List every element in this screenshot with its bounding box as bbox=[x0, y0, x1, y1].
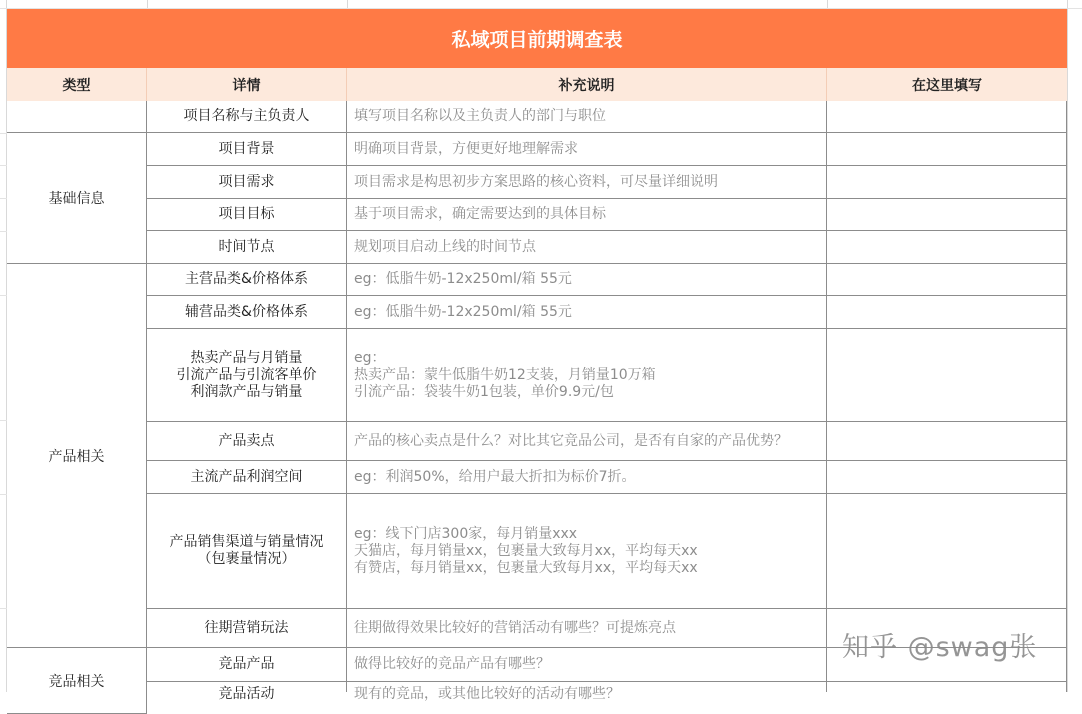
note-line: 热卖产品：蒙牛低脂牛奶12支装，月销量10万箱 bbox=[354, 366, 656, 383]
detail-line: 主营品类&价格体系 bbox=[185, 271, 308, 287]
note-line: 填写项目名称以及主负责人的部门与职位 bbox=[354, 108, 606, 124]
note-line: eg：利润50%，给用户最大折扣为标价7折。 bbox=[354, 468, 636, 485]
note-cell[interactable] bbox=[347, 609, 827, 648]
type-cell-competitor-label: 竞品相关 bbox=[48, 673, 105, 690]
grid-line bbox=[0, 420, 7, 421]
fill-cell[interactable] bbox=[827, 682, 1067, 692]
detail-cell[interactable] bbox=[147, 101, 347, 133]
detail-line: 项目背景 bbox=[218, 140, 275, 157]
detail-cell[interactable] bbox=[147, 166, 347, 199]
fill-cell[interactable] bbox=[827, 199, 1067, 231]
detail-line: 辅营品类&价格体系 bbox=[185, 303, 308, 320]
fill-cell[interactable] bbox=[827, 494, 1067, 609]
detail-cell[interactable] bbox=[147, 682, 347, 702]
detail-cell[interactable] bbox=[147, 133, 347, 166]
detail-cell[interactable] bbox=[147, 264, 347, 296]
grid-line bbox=[0, 608, 7, 609]
type-cell-basic[interactable]: 基础信息 bbox=[7, 133, 147, 264]
detail-line: 项目名称与主负责人 bbox=[183, 108, 310, 124]
note-cell[interactable] bbox=[347, 682, 827, 702]
note-cell[interactable] bbox=[347, 422, 827, 461]
grid-line bbox=[0, 295, 7, 296]
header-detail[interactable]: 详情 bbox=[147, 68, 347, 101]
grid-line bbox=[0, 231, 7, 232]
detail-cell[interactable] bbox=[147, 231, 347, 264]
detail-cell[interactable] bbox=[147, 461, 347, 494]
detail-line: 时间节点 bbox=[218, 238, 275, 255]
note-line: 基于项目需求，确定需要达到的具体目标 bbox=[354, 206, 606, 222]
note-line: 做得比较好的竞品产品有哪些？ bbox=[354, 656, 550, 672]
detail-cell[interactable] bbox=[147, 609, 347, 648]
detail-line: （包裹量情况） bbox=[197, 551, 296, 567]
grid-line bbox=[0, 133, 7, 134]
note-line: 产品的核心卖点是什么？对比其它竞品公司，是否有自家的产品优势？ bbox=[354, 432, 788, 449]
fill-cell[interactable] bbox=[827, 166, 1067, 199]
detail-line: 主流产品利润空间 bbox=[190, 468, 303, 485]
note-cell[interactable] bbox=[347, 166, 827, 199]
fill-cell[interactable] bbox=[827, 133, 1067, 166]
fill-cell[interactable] bbox=[827, 264, 1067, 296]
note-cell[interactable] bbox=[347, 494, 827, 609]
fill-cell[interactable] bbox=[827, 231, 1067, 264]
header-type[interactable]: 类型 bbox=[7, 68, 147, 101]
note-cell[interactable] bbox=[347, 133, 827, 166]
type-cell-competitor[interactable] bbox=[7, 648, 147, 714]
note-cell[interactable] bbox=[347, 231, 827, 264]
note-cell[interactable] bbox=[347, 329, 827, 422]
detail-line: 热卖产品与月销量 bbox=[190, 349, 303, 366]
header-fill[interactable]: 在这里填写 bbox=[827, 68, 1067, 101]
note-cell[interactable] bbox=[347, 648, 827, 682]
note-cell[interactable] bbox=[347, 296, 827, 329]
note-line: eg：低脂牛奶-12x250ml/箱 55元 bbox=[354, 271, 572, 287]
note-cell[interactable] bbox=[347, 461, 827, 494]
note-line: 项目需求是构思初步方案思路的核心资料，可尽量详细说明 bbox=[354, 173, 718, 190]
detail-cell[interactable] bbox=[147, 494, 347, 609]
fill-cell[interactable] bbox=[827, 101, 1067, 133]
grid-line bbox=[1067, 0, 1068, 692]
note-line: 往期做得效果比较好的营销活动有哪些？可提炼亮点 bbox=[354, 619, 676, 636]
type-cell-empty[interactable] bbox=[7, 101, 147, 133]
note-line: 天猫店，每月销量xx，包裹量大致每月xx，平均每天xx bbox=[354, 542, 698, 559]
note-line: 现有的竞品，或其他比较好的活动有哪些？ bbox=[354, 686, 620, 702]
detail-cell[interactable] bbox=[147, 199, 347, 231]
note-line: eg：线下门店300家，每月销量xxx bbox=[354, 525, 578, 542]
detail-cell[interactable] bbox=[147, 296, 347, 329]
note-cell[interactable] bbox=[347, 264, 827, 296]
detail-line: 利润款产品与销量 bbox=[190, 383, 303, 400]
detail-cell[interactable] bbox=[147, 648, 347, 682]
grid-line bbox=[0, 198, 7, 199]
detail-cell[interactable] bbox=[147, 422, 347, 461]
note-cell[interactable] bbox=[347, 199, 827, 231]
detail-line: 产品卖点 bbox=[218, 432, 275, 449]
detail-cell[interactable] bbox=[147, 329, 347, 422]
type-cell-product[interactable]: 产品相关 bbox=[7, 264, 147, 648]
detail-line: 竞品产品 bbox=[218, 656, 275, 672]
fill-cell[interactable] bbox=[827, 422, 1067, 461]
detail-line: 项目目标 bbox=[218, 206, 275, 222]
header-note[interactable]: 补充说明 bbox=[347, 68, 827, 101]
fill-cell[interactable] bbox=[827, 329, 1067, 422]
grid-line bbox=[0, 494, 7, 495]
note-line: eg： bbox=[354, 349, 386, 366]
detail-line: 项目需求 bbox=[218, 173, 275, 190]
note-line: 明确项目背景，方便更好地理解需求 bbox=[354, 140, 578, 157]
fill-cell[interactable] bbox=[827, 461, 1067, 494]
fill-cell[interactable] bbox=[827, 296, 1067, 329]
note-line: 有赞店，每月销量xx，包裹量大致每月xx，平均每天xx bbox=[354, 559, 698, 576]
note-line: 引流产品：袋装牛奶1包装，单价9.9元/包 bbox=[354, 383, 614, 400]
detail-line: 引流产品与引流客单价 bbox=[176, 366, 317, 383]
detail-line: 产品销售渠道与销量情况 bbox=[169, 534, 324, 550]
note-cell[interactable] bbox=[347, 101, 827, 133]
note-line: 规划项目启动上线的时间节点 bbox=[354, 238, 536, 255]
grid-line bbox=[0, 165, 7, 166]
note-line: eg：低脂牛奶-12x250ml/箱 55元 bbox=[354, 303, 572, 320]
detail-line: 竞品活动 bbox=[218, 686, 275, 702]
watermark: 知乎 @swag张 bbox=[842, 632, 1038, 663]
sheet-title[interactable]: 私域项目前期调查表 bbox=[7, 9, 1067, 68]
detail-line: 往期营销玩法 bbox=[204, 619, 289, 636]
